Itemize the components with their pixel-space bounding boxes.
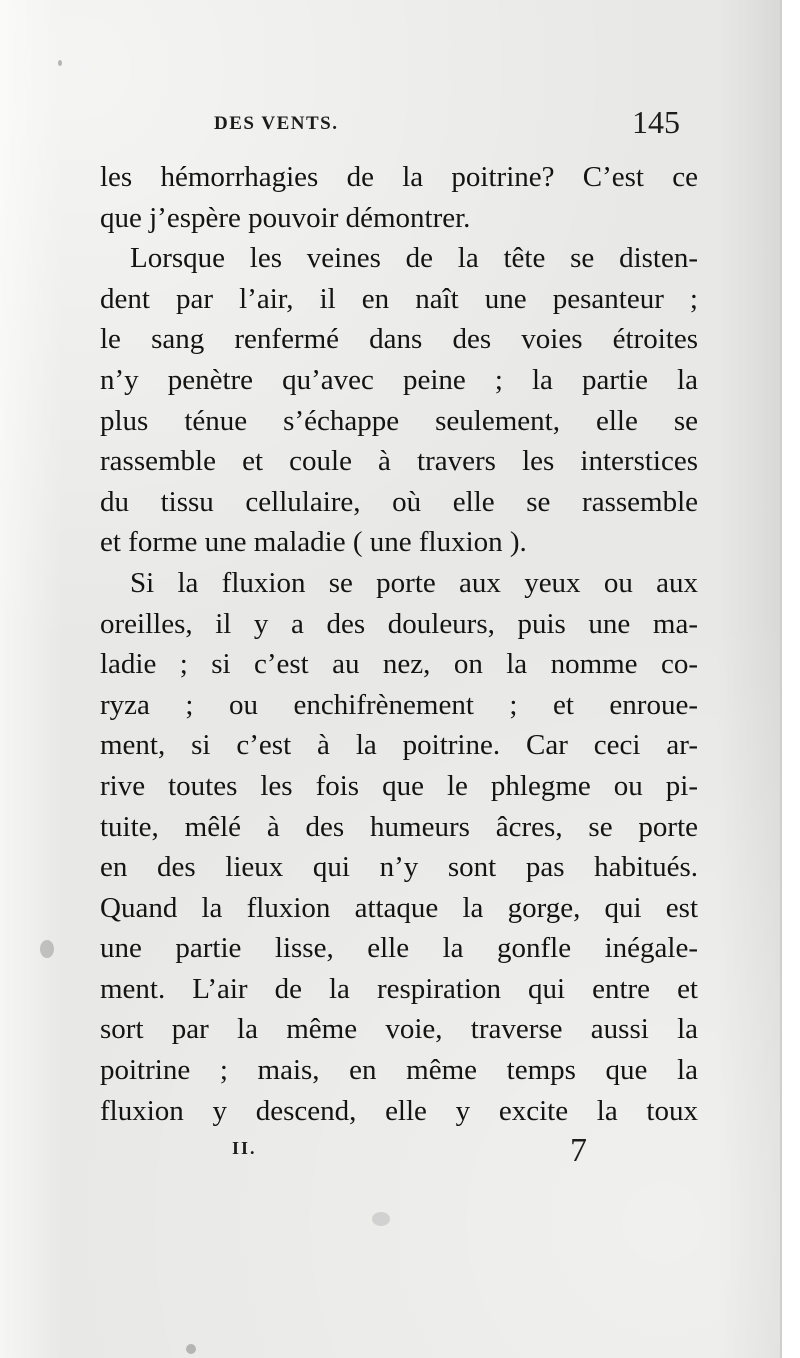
signature-number: 7 [570,1132,587,1169]
text-line: rive toutes les fois que le phlegme ou pi- [100,769,698,802]
text-line: que j’espère pouvoir démontrer. [100,201,471,234]
text-line: fluxion y descend, elle y excite la toux [100,1094,698,1127]
text-line: tuite, mêlé à des humeurs âcres, se porte [100,810,698,843]
body-text [100,157,698,1131]
text-line: ryza ; ou enchifrènement ; et enroue- [100,688,698,721]
text-line: en des lieux qui n’y sont pas habitués. [100,851,698,884]
paper-speck [40,940,54,958]
text-line: Si la fluxion se porte aux yeux ou aux [130,566,698,599]
text-line: plus ténue s’échappe seulement, elle se [100,404,698,437]
page-number: 145 [632,104,680,140]
text-line: le sang renfermé dans des voies étroites [100,323,698,356]
text-line: rassemble et coule à travers les interstices [100,445,698,478]
text-line: les hémorrhagies de la poitrine? C’est ce [100,161,698,193]
text-line: une partie lisse, elle la gonfle inégale- [100,932,698,965]
text-line: n’y penètre qu’avec peine ; la partie la [100,363,698,396]
text-line: sort par la même voie, traverse aussi la [100,1013,698,1046]
text-line: ment, si c’est à la poitrine. Car ceci ar- [100,729,698,762]
text-line: et forme une maladie ( une fluxion ). [100,526,527,559]
text-line: Quand la fluxion attaque la gorge, qui est [100,891,698,924]
running-head: DES VENTS. [214,113,339,134]
paper-speck [186,1344,196,1354]
text-line: Lorsque les veines de la tête se disten- [130,242,698,275]
text-line: oreilles, il y a des douleurs, puis une ma- [100,607,698,640]
text-line: du tissu cellulaire, où elle se rassemble [100,485,698,518]
paper-speck [58,60,62,66]
text-line: ment. L’air de la respiration qui entre et [100,972,698,1005]
signature-mark: II. [232,1138,257,1158]
text-line: ladie ; si c’est au nez, on la nomme co- [100,648,698,681]
text-line: dent par l’air, il en naît une pesanteur ; [100,282,698,315]
text-line: poitrine ; mais, en même temps que la [100,1054,698,1087]
paper-speck [372,1212,390,1226]
